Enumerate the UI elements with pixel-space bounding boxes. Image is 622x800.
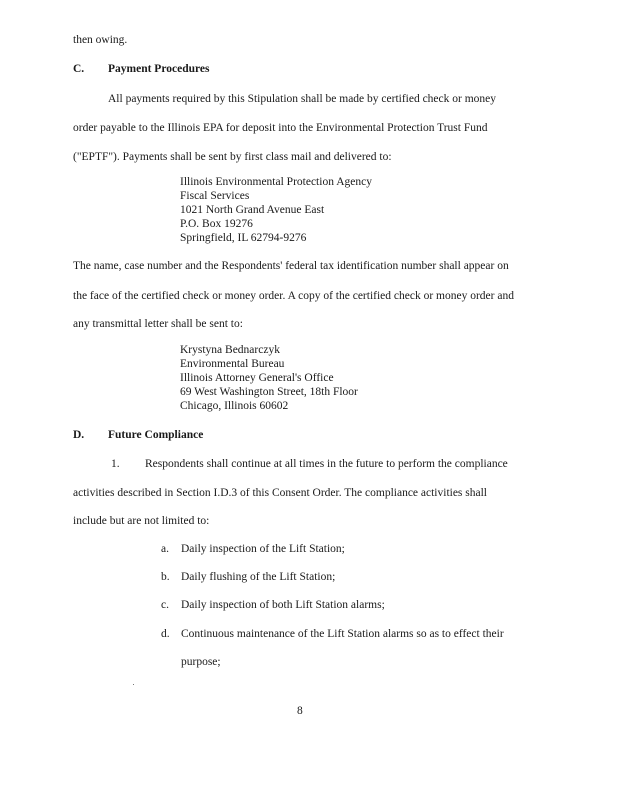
list-item-b-marker: b.	[161, 571, 170, 583]
address-1-line-3: 1021 North Grand Avenue East	[180, 204, 325, 216]
address-2-line-2: Environmental Bureau	[180, 358, 285, 370]
section-c-title: Payment Procedures	[108, 63, 210, 75]
section-d-paragraph-line-3: include but are not limited to:	[73, 515, 210, 527]
address-1-line-5: Springfield, IL 62794-9276	[180, 232, 307, 244]
section-c-paragraph2-line-2: the face of the certified check or money order. A copy of the certified check or money order and	[73, 290, 514, 302]
address-1-line-2: Fiscal Services	[180, 190, 250, 202]
section-c-paragraph2-line-1: The name, case number and the Respondents' federal tax identification number shall appear on	[73, 260, 509, 272]
list-item-c-marker: c.	[161, 599, 169, 611]
scan-speck	[133, 684, 134, 685]
section-c-paragraph2-line-3: any transmittal letter shall be sent to:	[73, 318, 243, 330]
section-c-paragraph-line-3: ("EPTF"). Payments shall be sent by first class mail and delivered to:	[73, 151, 392, 163]
section-d-paragraph-line-1: Respondents shall continue at all times in the future to perform the compliance	[145, 458, 508, 470]
list-item-a-text: Daily inspection of the Lift Station;	[181, 543, 345, 555]
section-c-paragraph-line-2: order payable to the Illinois EPA for deposit into the Environmental Protection Trust Fund	[73, 122, 488, 134]
address-2-line-4: 69 West Washington Street, 18th Floor	[180, 386, 358, 398]
address-2-line-5: Chicago, Illinois 60602	[180, 400, 289, 412]
list-item-c-text: Daily inspection of both Lift Station alarms;	[181, 599, 385, 611]
list-item-a-marker: a.	[161, 543, 169, 555]
continuation-text: then owing.	[73, 34, 128, 46]
section-d-paragraph-line-2: activities described in Section I.D.3 of this Consent Order. The compliance activities shall	[73, 487, 488, 499]
list-item-b-text: Daily flushing of the Lift Station;	[181, 571, 336, 583]
section-c-letter: C.	[73, 63, 85, 75]
address-2-line-3: Illinois Attorney General's Office	[180, 372, 334, 384]
list-item-d-text-line-2: purpose;	[181, 656, 221, 668]
section-d-item-number: 1.	[111, 458, 120, 470]
section-d-title: Future Compliance	[108, 429, 204, 441]
address-2-line-1: Krystyna Bednarczyk	[180, 344, 280, 356]
section-c-paragraph-line-1: All payments required by this Stipulation shall be made by certified check or money	[108, 93, 497, 105]
page-number: 8	[297, 705, 303, 717]
list-item-d-text-line-1: Continuous maintenance of the Lift Station alarms so as to effect their	[181, 628, 504, 640]
address-1-line-4: P.O. Box 19276	[180, 218, 253, 230]
list-item-d-marker: d.	[161, 628, 170, 640]
address-1-line-1: Illinois Environmental Protection Agency	[180, 176, 372, 188]
section-d-letter: D.	[73, 429, 85, 441]
